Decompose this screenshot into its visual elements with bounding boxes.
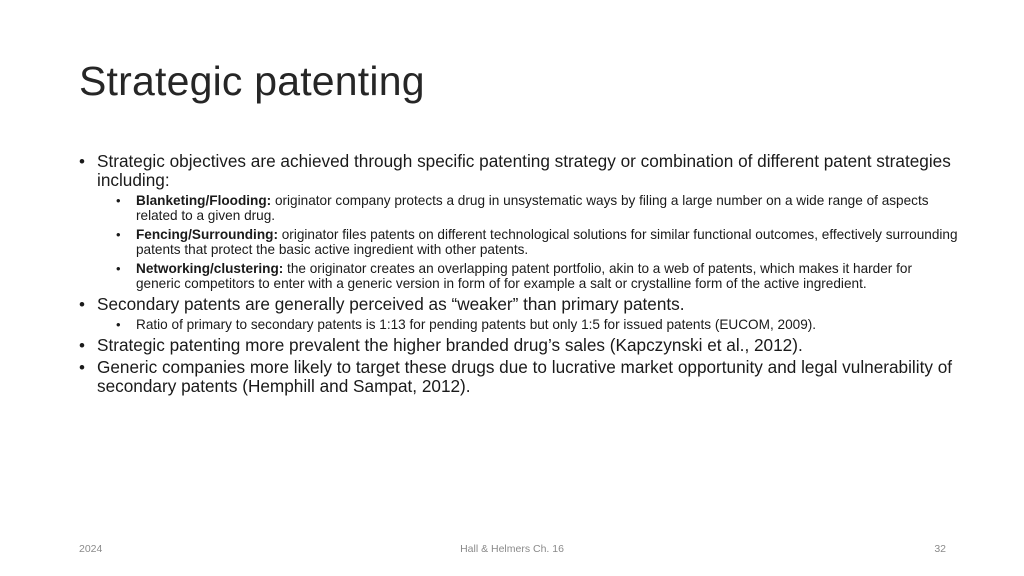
sub-bullet-text: the originator creates an overlapping patent portfolio, akin to a web of patents, which makes it harder for generic competitors to enter with a generic version in form of for example a salt or crystalline form of the active ingredient. <box>136 261 912 291</box>
bullet-text: Strategic objectives are achieved through specific patenting strategy or combination of different patent strategies including: <box>97 151 951 190</box>
bullet-marker: • <box>116 227 121 242</box>
sub-bullet-fencing <box>79 227 959 257</box>
bullet-marker: • <box>79 336 85 355</box>
footer-source: Hall & Helmers Ch. 16 <box>460 543 564 555</box>
sub-bullet-text: originator company protects a drug in unsystematic ways by filing a large number on a wide range of aspects related to a given drug. <box>136 193 929 223</box>
bullet-secondary-patents <box>79 295 959 314</box>
bullet-marker: • <box>116 261 121 276</box>
bullet-text: Secondary patents are generally perceived as “weaker” than primary patents. <box>97 294 685 314</box>
bullet-generic-companies <box>79 358 959 396</box>
sub-bullet-ratio <box>79 317 959 332</box>
bullet-text: Strategic patenting more prevalent the higher branded drug’s sales (Kapczynski et al., 2012). <box>97 335 803 355</box>
slide-title: Strategic patenting <box>79 58 425 104</box>
term-label: Blanketing/Flooding: <box>136 193 272 208</box>
sub-bullet-networking <box>79 261 959 291</box>
footer-date: 2024 <box>79 543 103 555</box>
bullet-strategic-objectives <box>79 152 959 190</box>
sub-bullet-blanketing <box>79 193 959 223</box>
term-label: Fencing/Surrounding: <box>136 227 278 242</box>
bullet-text: Generic companies more likely to target these drugs due to lucrative market opportunity and legal vulnerability of secondary patents (Hemphill and Sampat, 2012). <box>97 357 953 396</box>
footer-page-number: 32 <box>934 543 946 555</box>
sub-bullet-text: originator files patents on different technological solutions for similar functional outcomes, effectively surrounding patents that protect the basic active ingredient with other patents. <box>136 227 958 257</box>
bullet-marker: • <box>79 152 85 171</box>
term-label: Networking/clustering: <box>136 261 284 276</box>
bullet-marker: • <box>79 295 85 314</box>
sub-bullet-text: Ratio of primary to secondary patents is 1:13 for pending patents but only 1:5 for issued patents (EUCOM, 2009). <box>136 317 817 332</box>
bullet-marker: • <box>116 193 121 208</box>
slide-body <box>79 152 959 399</box>
bullet-marker: • <box>116 317 121 332</box>
bullet-prevalence <box>79 336 959 355</box>
bullet-marker: • <box>79 358 85 377</box>
